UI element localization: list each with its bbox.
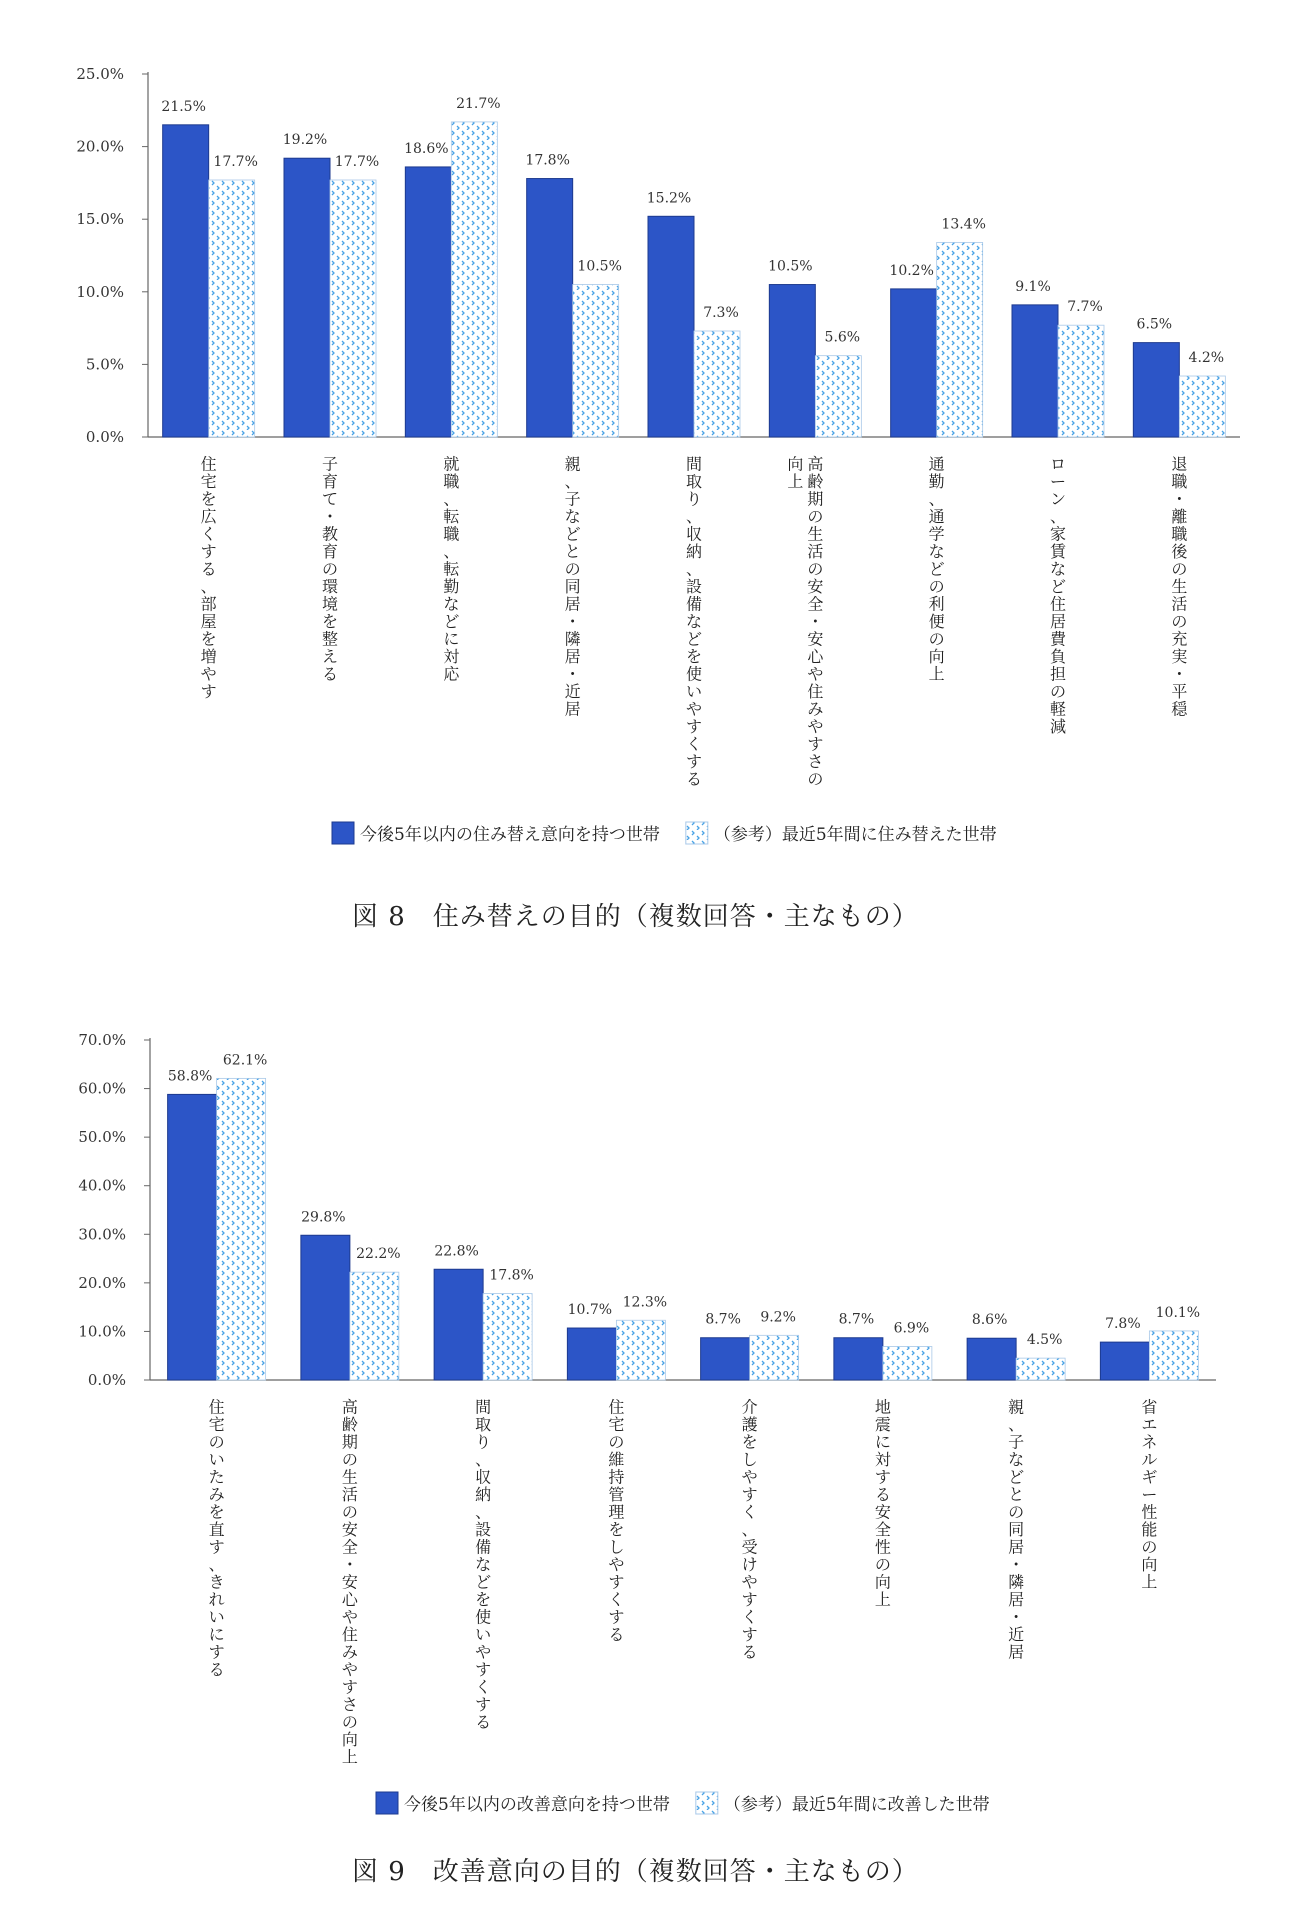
bar-intending	[701, 1338, 750, 1380]
category-label-text: 住宅のいたみを直す、きれいにする	[208, 1397, 225, 1679]
bar-intending	[967, 1338, 1016, 1380]
data-label: 9.2%	[760, 1309, 796, 1326]
category-label	[1141, 1398, 1157, 1592]
category-label	[443, 455, 460, 684]
category-label-text: 退職・離職後の生活の充実・平穏	[1171, 454, 1188, 719]
data-label: 12.3%	[622, 1294, 668, 1311]
data-label: 7.7%	[1067, 299, 1103, 316]
data-label: 10.7%	[567, 1302, 613, 1319]
bar-intending	[1012, 305, 1058, 437]
bar-intending	[527, 179, 573, 437]
category-label-text: 間取り、収納、設備などを使いやすくする	[685, 454, 703, 789]
data-label: 7.8%	[1105, 1316, 1141, 1333]
bar-reference	[937, 242, 983, 437]
bar-intending	[769, 285, 815, 437]
category-label-text: 省エネルギー性能の向上	[1141, 1397, 1158, 1592]
y-tick-label: 20.0%	[78, 1273, 126, 1292]
category-label	[686, 455, 702, 789]
category-label-text: 向上	[787, 454, 804, 491]
bar-intending	[301, 1235, 350, 1380]
data-label: 8.7%	[838, 1311, 875, 1328]
bar-reference	[616, 1320, 665, 1380]
category-label	[1050, 455, 1067, 737]
figure-caption: 図 9 改善意向の目的（複数回答・主なもの）	[352, 1857, 919, 1887]
legend-label-reference: （参考）最近5年間に改善した世帯	[723, 1795, 990, 1815]
category-label-text: 就職、転職、転勤などに対応	[443, 454, 460, 684]
category-label-text: 高齢期の生活の安全・安心や住みやすさの	[807, 454, 824, 789]
data-label: 6.5%	[1136, 316, 1173, 333]
bar-reference	[573, 285, 619, 437]
category-label-text: 親、子などとの同居・隣居・近居	[1008, 1397, 1025, 1662]
category-label	[742, 1398, 758, 1662]
data-label: 29.8%	[301, 1209, 346, 1226]
category-label	[209, 1398, 225, 1680]
category-label	[322, 455, 338, 684]
legend-label-reference: （参考）最近5年間に住み替えた世帯	[713, 825, 997, 845]
y-tick-label: 70.0%	[78, 1031, 126, 1049]
data-label: 17.8%	[489, 1267, 534, 1284]
bar-reference	[451, 122, 497, 437]
legend-swatch-reference	[686, 822, 708, 844]
bar-reference	[483, 1294, 532, 1380]
y-tick-label: 25.0%	[76, 65, 124, 83]
data-label: 10.5%	[577, 258, 622, 275]
figure-caption: 図 8 住み替えの目的（複数回答・主なもの）	[352, 902, 919, 932]
bar-intending	[567, 1328, 616, 1380]
data-label: 8.6%	[971, 1312, 1008, 1329]
y-tick-label: 60.0%	[78, 1079, 126, 1098]
category-label	[929, 455, 945, 684]
category-label-text: ローン、家賃など住居費負担の軽減	[1049, 454, 1067, 736]
data-label: 10.5%	[768, 258, 813, 275]
legend-swatch-intending	[332, 822, 354, 844]
category-label	[1171, 455, 1188, 719]
category-label	[342, 1398, 359, 1767]
y-tick-label: 0.0%	[87, 1371, 126, 1389]
bar-intending	[834, 1338, 883, 1380]
y-tick-label: 5.0%	[85, 355, 124, 374]
bar-intending	[284, 158, 330, 437]
data-label: 18.6%	[404, 140, 449, 157]
category-label-text: 住宅の維持管理をしやすくする	[608, 1397, 625, 1644]
data-label: 8.7%	[705, 1311, 741, 1328]
bar-reference	[1149, 1331, 1198, 1380]
data-label: 6.9%	[893, 1320, 930, 1337]
y-tick-label: 10.0%	[76, 282, 124, 301]
bar-reference	[209, 180, 255, 437]
bar-reference	[750, 1335, 799, 1380]
data-label: 58.8%	[167, 1068, 213, 1085]
bar-reference	[815, 356, 861, 437]
y-tick-label: 15.0%	[76, 210, 124, 229]
data-label: 5.6%	[824, 329, 861, 346]
category-label	[875, 1398, 891, 1610]
data-label: 22.8%	[434, 1243, 479, 1260]
y-tick-label: 30.0%	[78, 1225, 126, 1244]
data-label: 19.2%	[282, 132, 328, 149]
bar-reference	[217, 1078, 266, 1380]
category-label	[1008, 1398, 1024, 1662]
bar-reference	[694, 331, 740, 437]
data-label: 9.1%	[1015, 278, 1051, 295]
data-label: 10.2%	[889, 262, 934, 279]
y-tick-label: 10.0%	[78, 1322, 126, 1341]
bar-reference	[330, 180, 376, 437]
data-label: 7.3%	[703, 305, 739, 322]
data-label: 17.7%	[334, 153, 380, 170]
data-label: 13.4%	[941, 216, 986, 233]
y-tick-label: 20.0%	[76, 137, 124, 156]
data-label: 17.8%	[525, 152, 570, 169]
legend	[332, 822, 997, 845]
bar-reference	[1058, 325, 1104, 437]
data-label: 4.5%	[1026, 1332, 1063, 1349]
bar-reference	[350, 1272, 399, 1380]
bar-reference	[883, 1346, 932, 1380]
legend-label-intending: 今後5年以内の改善意向を持つ世帯	[404, 1795, 670, 1815]
category-label-text: 通勤、通学などの利便の向上	[928, 454, 945, 684]
bar-intending	[1133, 343, 1179, 437]
category-label-text: 住宅を広くする、部屋を増やす	[200, 454, 217, 701]
bar-intending	[405, 167, 451, 437]
category-label	[201, 455, 217, 702]
y-tick-label: 50.0%	[78, 1128, 126, 1147]
chart-8	[76, 65, 1240, 932]
data-label: 4.2%	[1188, 350, 1225, 367]
legend-label-intending: 今後5年以内の住み替え意向を持つ世帯	[360, 825, 660, 845]
bar-reference	[1179, 376, 1225, 437]
category-label	[475, 1398, 491, 1732]
bar-intending	[168, 1094, 217, 1380]
data-label: 15.2%	[646, 190, 692, 207]
category-label-text: 子育て・教育の環境を整える	[321, 454, 339, 684]
data-label: 21.7%	[456, 95, 501, 112]
category-label-text: 介護をしやすく、受けやすくする	[741, 1397, 758, 1662]
chart-9	[78, 1031, 1216, 1887]
category-label	[565, 455, 581, 719]
legend-swatch-reference	[696, 1792, 718, 1814]
category-label-text: 地震に対する安全性の向上	[874, 1397, 891, 1609]
legend	[376, 1792, 990, 1815]
data-label: 10.1%	[1155, 1304, 1201, 1321]
category-label-text: 高齢期の生活の安全・安心や住みやすさの向上	[341, 1397, 358, 1767]
data-label: 17.7%	[213, 153, 258, 170]
category-label-text: 間取り、収納、設備などを使いやすくする	[475, 1397, 492, 1732]
bar-intending	[163, 125, 209, 437]
bar-intending	[891, 289, 937, 437]
bar-reference	[1016, 1358, 1065, 1380]
data-label: 21.5%	[161, 98, 206, 115]
data-label: 62.1%	[222, 1052, 268, 1069]
legend-swatch-intending	[376, 1792, 398, 1814]
bar-intending	[648, 216, 694, 437]
data-label: 22.2%	[356, 1246, 401, 1263]
category-label	[608, 1398, 624, 1645]
category-label-text: 親、子などとの同居・隣居・近居	[564, 454, 581, 719]
y-tick-label: 0.0%	[85, 428, 124, 446]
category-label	[787, 455, 824, 789]
bar-intending	[434, 1269, 483, 1380]
y-tick-label: 40.0%	[78, 1176, 126, 1195]
bar-intending	[1100, 1342, 1149, 1380]
